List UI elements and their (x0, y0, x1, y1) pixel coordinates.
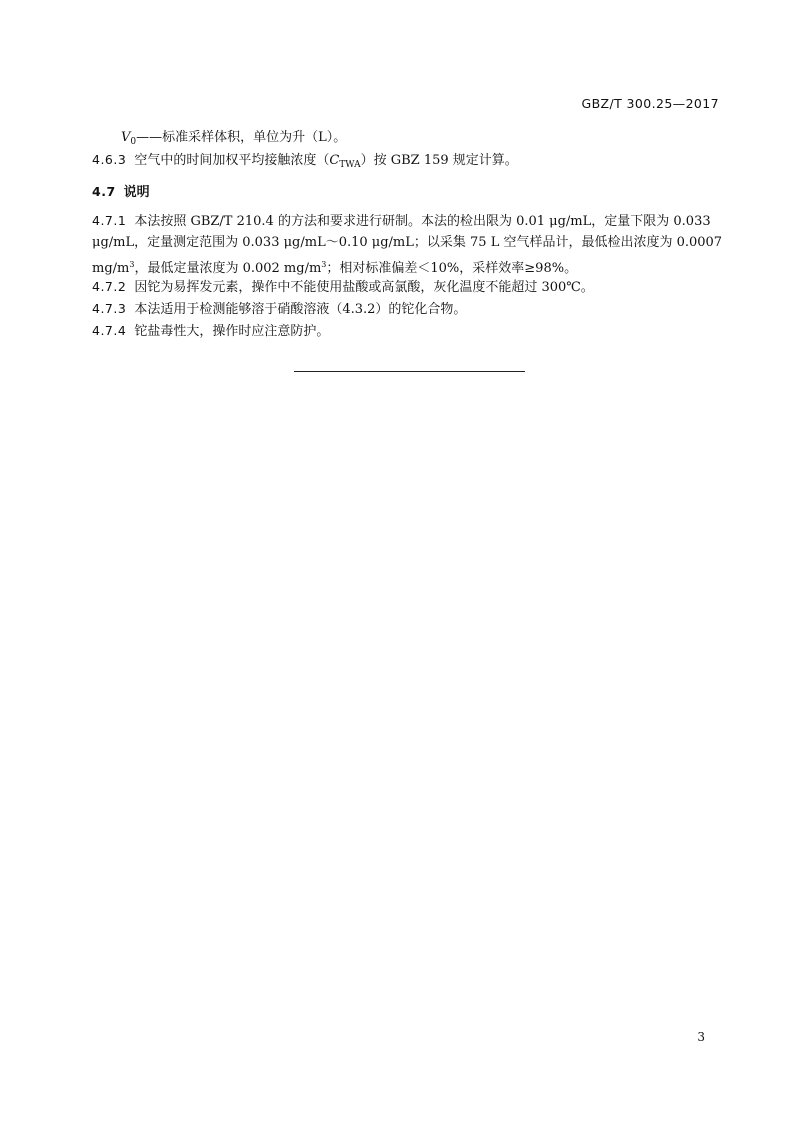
clause-number: 4.6.3 (92, 152, 127, 167)
clause-4-7-1-line-1 (92, 210, 720, 233)
document-code-header: GBZ/T 300.25—2017 (581, 96, 719, 111)
section-title: 说明 (123, 185, 150, 200)
clause-4-7-3 (92, 298, 720, 321)
clause-4-7-4 (92, 320, 720, 343)
clause-text-before: 空气中的时间加权平均接触浓度（ (134, 153, 330, 168)
section-number: 4.7 (92, 184, 116, 199)
clause-text: 本法适用于检测能够溶于硝酸溶液（4.3.2）的铊化合物。 (134, 302, 467, 317)
unit-superscript: 3 (321, 260, 327, 269)
clause-4-6-3 (92, 149, 720, 176)
clause-text: 铊盐毒性大，操作时应注意防护。 (134, 324, 330, 339)
clause-text: 因铊为易挥发元素，操作中不能使用盐酸或高氯酸，灰化温度不能超过 300℃。 (134, 280, 594, 295)
unit-text: mg/m (92, 261, 130, 276)
clause-text-after: ）按 GBZ 159 规定计算。 (360, 153, 518, 168)
clause-4-7-2 (92, 276, 720, 299)
clause-text: ；相对标准偏差＜10%，采样效率≥98%。 (326, 261, 578, 276)
clause-text: 本法按照 GBZ/T 210.4 的方法和要求进行研制。本法的检出限为 0.01 μg/mL，定量下限为 0.033 (134, 214, 711, 229)
variable-symbol: V (121, 130, 131, 145)
page-number: 3 (697, 1030, 705, 1044)
end-of-document-rule (294, 371, 525, 372)
clause-4-7-1-line-2: μg/mL，定量测定范围为 0.033 μg/mL～0.10 μg/mL；以采集 75 L 空气样品计，最低检出浓度为 0.0007 (92, 235, 723, 250)
section-heading-4-7 (92, 181, 720, 204)
variable-subscript: TWA (339, 160, 361, 170)
clause-number: 4.7.1 (92, 213, 127, 228)
clause-number: 4.7.2 (92, 279, 127, 294)
clause-text: ，最低定量浓度为 0.002 mg/m (134, 261, 322, 276)
variable-symbol: C (329, 153, 340, 168)
unit-superscript: 3 (129, 260, 135, 269)
definition-text: ——标准采样体积，单位为升（L）。 (136, 130, 347, 145)
clause-number: 4.7.4 (92, 323, 127, 338)
variable-subscript: 0 (130, 137, 137, 147)
clause-number: 4.7.3 (92, 301, 127, 316)
